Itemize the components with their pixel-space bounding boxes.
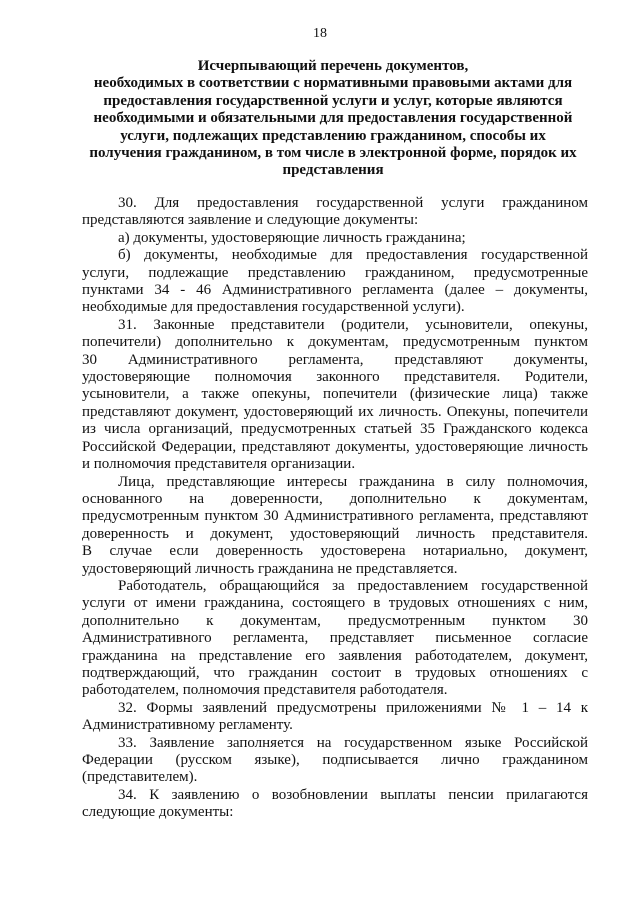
document-body [82, 195, 588, 822]
text-line: услуги от имени гражданина, состоящего в трудовых отношениях с ним, [82, 595, 588, 612]
text-line: представляют документ, удостоверяющий их личность. Опекуны, попечители [82, 403, 588, 420]
text-line: подтверждающий, что гражданин состоит в трудовых отношениях с [82, 664, 588, 681]
text-line: услуги, подлежащие представлению гражданином, предусмотренные [82, 264, 588, 281]
text-line: 33. Заявление заполняется на государственном языке Российской [118, 734, 588, 751]
text-line: гражданина на представление его заявления работодателем, документ, [82, 647, 588, 664]
heading-line: необходимых в соответствии с нормативными правовыми актами для [93, 75, 573, 92]
text-line: попечители) дополнительно к документам, предусмотренным пунктом [82, 334, 588, 351]
text-line: следующие документы: [82, 804, 234, 821]
text-line: 30 Административного регламента, представляют документы, [82, 351, 588, 368]
section-heading [78, 58, 588, 180]
heading-line: услуги, подлежащих представлению гражданином, способы их [120, 127, 546, 144]
text-line: а) документы, удостоверяющие личность гражданина; [118, 229, 466, 246]
heading-line: получения гражданином, в том числе в электронной форме, порядок их [89, 145, 577, 162]
text-line: предусмотренным пунктом 30 Административного регламента, представляют [82, 508, 588, 525]
text-line: 30. Для предоставления государственной услуги гражданином [118, 195, 588, 211]
text-line: доверенность и документ, удостоверяющий личность представителя. [82, 525, 588, 542]
text-line: 32. Формы заявлений предусмотрены приложениями № 1 – 14 к [118, 699, 588, 716]
heading-line: необходимыми и обязательными для предоставления государственной [93, 110, 573, 127]
text-line: и полномочия представителя организации. [82, 456, 356, 473]
page-number: 18 [313, 26, 327, 41]
text-line: удостоверяющие полномочия законного представителя. Родители, [82, 369, 588, 386]
text-line: Лица, представляющие интересы гражданина в силу полномочия, [118, 473, 588, 490]
text-line: Российской Федерации, представляют документы, удостоверяющие личность [82, 438, 588, 455]
heading-line: предоставления государственной услуги и услуг, которые являются [103, 92, 563, 109]
text-line: дополнительно к документам, предусмотренным пунктом 30 [82, 612, 588, 629]
text-line: (представителем). [82, 769, 198, 786]
text-line: б) документы, необходимые для предоставления государственной [118, 247, 588, 264]
text-line: представляются заявление и следующие документы: [82, 212, 419, 229]
text-line: Административного регламента, представляет письменное согласие [82, 630, 588, 647]
text-line: усыновители, а также опекуны, попечители (физические лица) также [82, 386, 588, 403]
text-line: Федерации (русском языке), подписывается лично гражданином [82, 752, 588, 768]
text-line: В случае если доверенность удостоверена нотариально, документ, [82, 543, 588, 560]
heading-line: Исчерпывающий перечень документов, [197, 58, 469, 74]
text-line: основанного на доверенности, дополнительно к документам, [82, 490, 588, 507]
text-line: Работодатель, обращающийся за предоставлением государственной [118, 577, 588, 594]
text-line: пунктами 34 - 46 Административного регламента (далее – документы, [82, 282, 588, 299]
heading-line: представления [282, 162, 384, 179]
text-line: необходимые для предоставления государственной услуги). [82, 299, 465, 316]
text-line: из числа организаций, предусмотренных статьей 35 Гражданского кодекса [82, 421, 588, 438]
text-line: 34. К заявлению о возобновлении выплаты пенсии прилагаются [118, 786, 588, 803]
text-line: работодателем, полномочия представителя работодателя. [82, 682, 448, 699]
text-line: 31. Законные представители (родители, усыновители, опекуны, [118, 316, 588, 333]
text-line: Административному регламенту. [82, 717, 293, 734]
text-line: удостоверяющий личность гражданина не представляется. [82, 560, 458, 577]
